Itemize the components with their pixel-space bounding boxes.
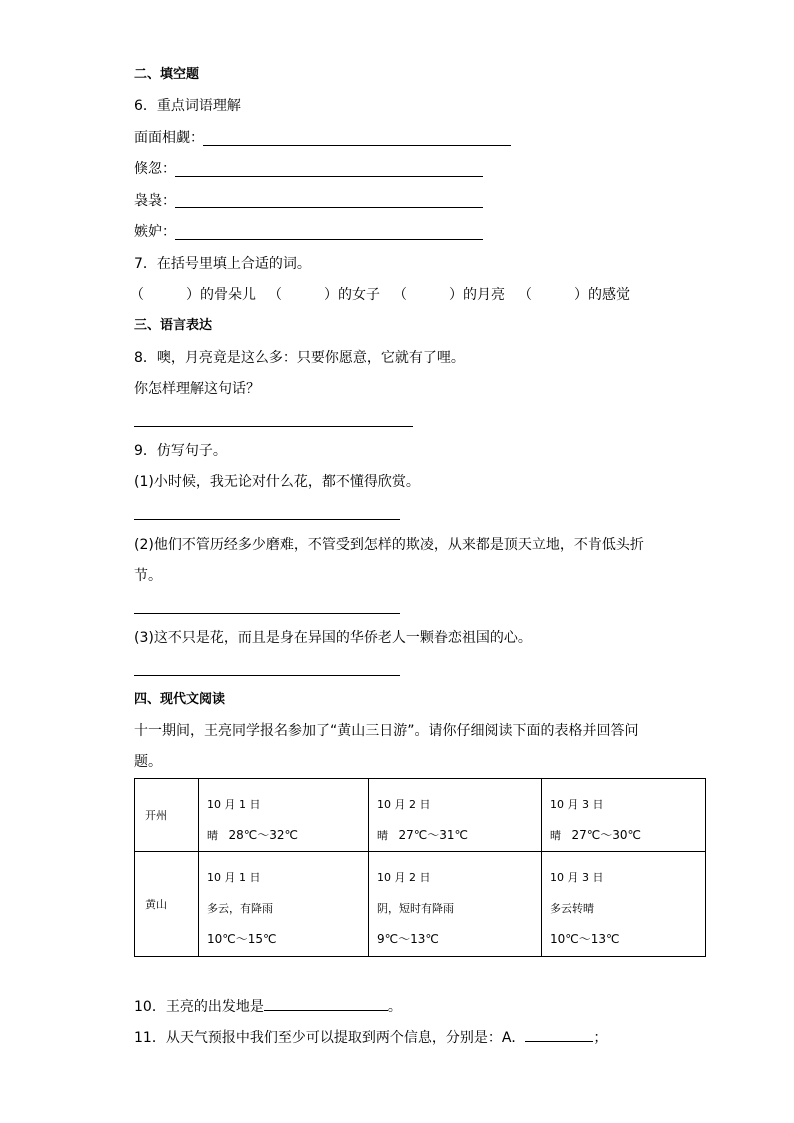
temperature: 27℃～30℃: [571, 828, 641, 842]
weather: 多云，有降雨: [207, 902, 273, 915]
answer-line[interactable]: [175, 176, 483, 177]
temperature: 28℃～32℃: [228, 828, 298, 842]
temperature: 10℃～15℃: [207, 932, 277, 946]
question-11-text: 11．从天气预报中我们至少可以提取到两个信息，分别是：A．: [134, 1030, 526, 1046]
date: 10 月 2 日: [377, 798, 431, 811]
answer-line[interactable]: [134, 675, 400, 676]
temperature: 10℃～13℃: [550, 932, 620, 946]
question-6-title: 6．重点词语理解: [134, 98, 241, 114]
question-10-text: 10．王亮的出发地是: [134, 999, 264, 1015]
table-row: [135, 852, 706, 957]
answer-line[interactable]: [134, 426, 413, 427]
date: 10 月 1 日: [207, 871, 261, 884]
forecast-cell: [542, 779, 706, 852]
answer-line[interactable]: [525, 1027, 593, 1042]
weather: 晴: [207, 829, 218, 842]
question-10-end: 。: [387, 999, 402, 1015]
fill-blank[interactable]: （ ）的感觉: [518, 287, 630, 303]
weather: 多云转晴: [550, 902, 594, 915]
table-row: [135, 779, 706, 852]
answer-line[interactable]: [134, 519, 400, 520]
fill-blank[interactable]: （ ）的骨朵儿: [130, 287, 256, 303]
fill-blank[interactable]: （ ）的女子: [268, 287, 380, 303]
weather-table: [134, 778, 706, 957]
term-label: 袅袅：: [134, 193, 176, 209]
term-label: 面面相觑：: [134, 130, 204, 146]
city-cell: 黄山: [135, 852, 199, 957]
section-heading: 二、填空题: [134, 67, 200, 82]
sentence-3: (3)这不只是花，而且是身在异国的华侨老人一颗眷恋祖国的心。: [134, 630, 532, 646]
section-heading: 三、语言表达: [134, 318, 213, 333]
temperature: 27℃～31℃: [398, 828, 468, 842]
question-11-end: ；: [593, 1030, 608, 1046]
sentence-1: (1)小时候，我无论对什么花，都不懂得欣赏。: [134, 474, 420, 490]
answer-line[interactable]: [264, 996, 388, 1011]
answer-line[interactable]: [175, 239, 483, 240]
weather: 阴，短时有降雨: [377, 902, 454, 915]
section-heading: 四、现代文阅读: [134, 692, 226, 707]
question-8-text: 8．噢，月亮竟是这么多：只要你愿意，它就有了哩。: [134, 350, 465, 366]
weather: 晴: [377, 829, 388, 842]
term-label: 倏忽：: [134, 161, 176, 177]
question-10: [134, 996, 402, 1016]
sentence-2: (2)他们不管历经多少磨难，不管受到怎样的欺凌，从来都是顶天立地，不肯低头折: [134, 537, 644, 553]
date: 10 月 3 日: [550, 798, 604, 811]
date: 10 月 2 日: [377, 871, 431, 884]
forecast-cell: [199, 779, 369, 852]
forecast-cell: [542, 852, 706, 957]
date: 10 月 1 日: [207, 798, 261, 811]
question-7-title: 7．在括号里填上合适的词。: [134, 256, 311, 272]
passage-intro-cont: 题。: [134, 754, 162, 770]
question-8-prompt: 你怎样理解这句话？: [134, 381, 260, 397]
weather: 晴: [550, 829, 561, 842]
passage-intro: 十一期间，王亮同学报名参加了“黄山三日游”。请你仔细阅读下面的表格并回答问: [134, 723, 639, 739]
fill-blank[interactable]: （ ）的月亮: [393, 287, 505, 303]
sentence-2-cont: 节。: [134, 568, 162, 584]
date: 10 月 3 日: [550, 871, 604, 884]
answer-line[interactable]: [203, 145, 511, 146]
forecast-cell: [199, 852, 369, 957]
question-9-title: 9．仿写句子。: [134, 443, 227, 459]
temperature: 9℃～13℃: [377, 932, 439, 946]
forecast-cell: [369, 852, 542, 957]
forecast-cell: [369, 779, 542, 852]
answer-line[interactable]: [175, 207, 483, 208]
answer-line[interactable]: [134, 613, 400, 614]
term-label: 嫉妒：: [134, 224, 176, 240]
question-11: [134, 1027, 607, 1047]
city-cell: 开州: [135, 779, 199, 852]
